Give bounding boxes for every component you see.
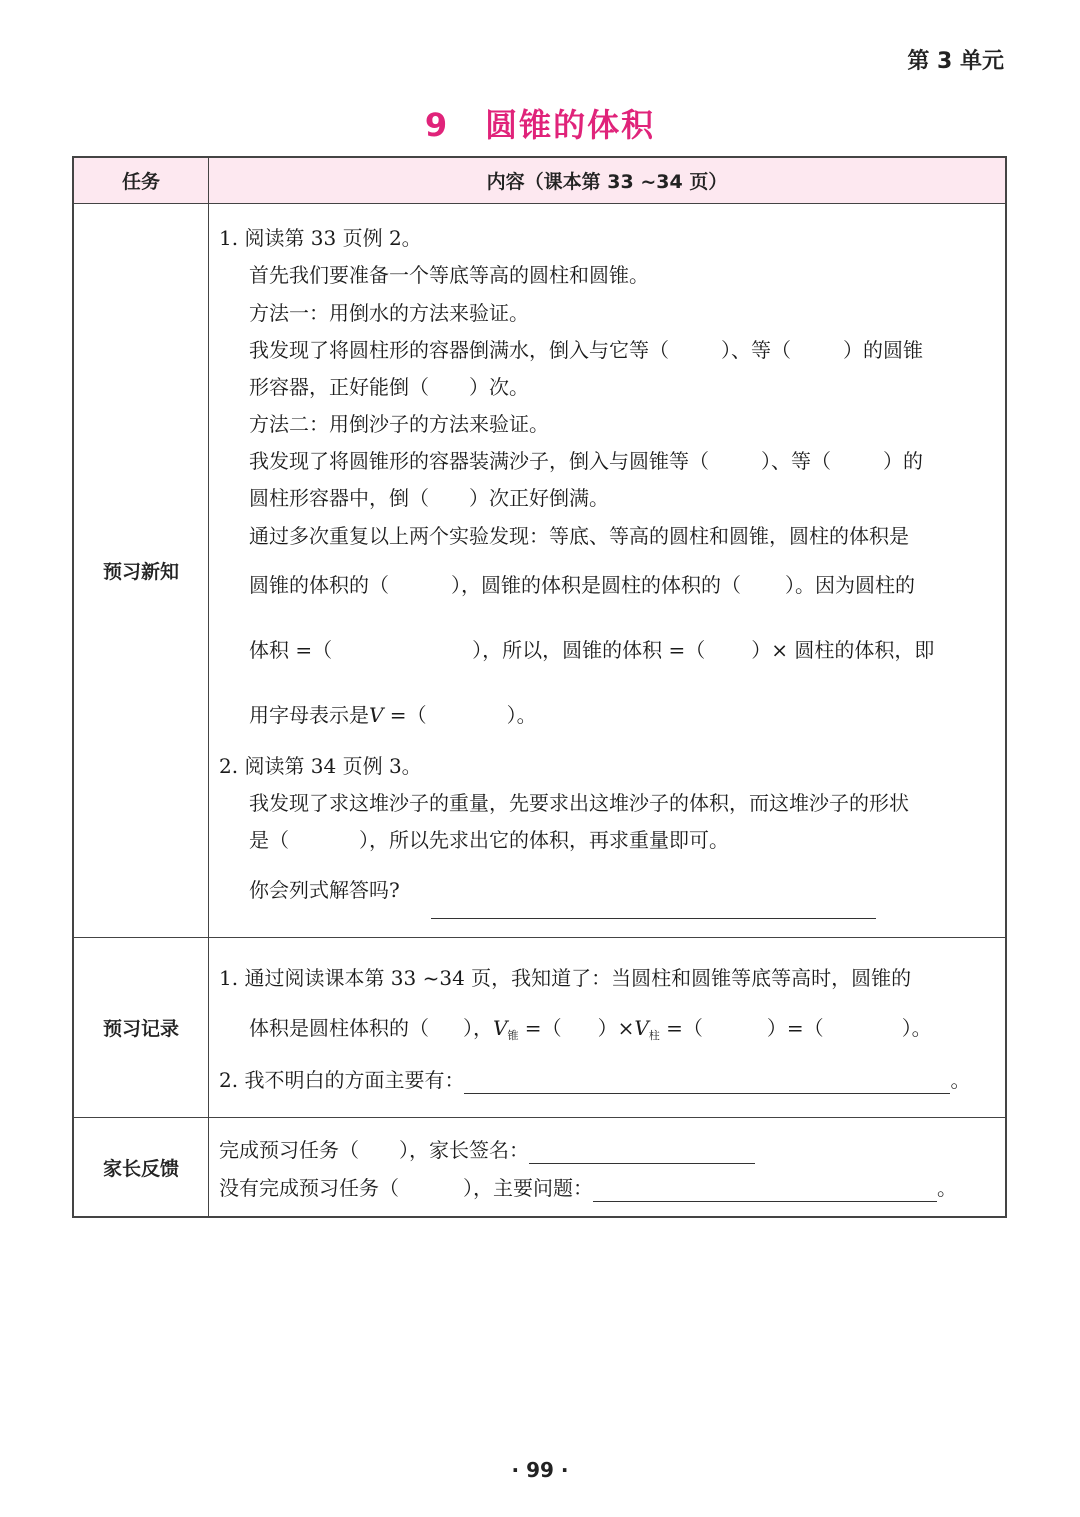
text-span: =（: [518, 1016, 562, 1040]
row-label-preview: 预习新知: [74, 204, 209, 937]
method-two-finding-cont: [249, 484, 609, 512]
record-content: [209, 938, 1005, 1117]
text-span: ），: [463, 1016, 493, 1040]
answer-line[interactable]: [431, 896, 876, 919]
row-label-record: 预习记录: [74, 938, 209, 1117]
item-1-heading: 1. 阅读第 33 页例 2。: [219, 226, 422, 250]
feedback-not-completed: [219, 1174, 957, 1202]
preview-content: [209, 204, 1005, 937]
method-one-finding: [249, 336, 923, 364]
text-span: 用字母表示是: [249, 703, 369, 727]
unit-label: 第 3 单元: [907, 49, 1004, 74]
item-2-heading: 2. 阅读第 34 页例 3。: [219, 754, 422, 778]
parent-signature-line[interactable]: [529, 1141, 755, 1164]
example-3-text: 我发现了求这堆沙子的重量，先要求出这堆沙子的体积，而这堆沙子的形状: [249, 791, 909, 815]
subscript-cylinder: 柱: [648, 1029, 660, 1042]
text-span: 圆柱形容器中，倒（: [249, 486, 429, 510]
table-row-feedback: [74, 1118, 1005, 1217]
lesson-title: 圆锥的体积: [485, 106, 656, 144]
text-span: 是（: [249, 828, 289, 852]
text-span: 体积是圆柱体积的（: [249, 1016, 429, 1040]
formula-line: [249, 701, 537, 729]
table-row-record: [74, 938, 1005, 1118]
table-header-row: [74, 158, 1005, 204]
text-span: ）、等（: [721, 338, 791, 362]
text-span: ），主要问题：: [463, 1176, 593, 1200]
text-span: ），所以先求出它的体积，再求重量即可。: [359, 828, 729, 852]
method-two-finding: [249, 447, 923, 475]
method-two: 方法二：用倒沙子的方法来验证。: [249, 412, 549, 436]
header-content: 内容（课本第 33 ~34 页）: [486, 171, 728, 193]
text-span: 没有完成预习任务（: [219, 1176, 399, 1200]
text-span: ）。: [506, 703, 537, 727]
volume-symbol: V: [493, 1016, 508, 1040]
record-formula: [249, 1014, 932, 1050]
volume-symbol: V: [369, 703, 384, 727]
text-span: ）× 圆柱的体积，即: [751, 638, 935, 662]
subscript-cone: 锥: [507, 1029, 519, 1042]
method-one-finding-cont: [249, 373, 529, 401]
text-span: ）=（: [766, 1016, 824, 1040]
text-span: 。: [937, 1176, 957, 1200]
text-span: ），所以，圆锥的体积 =（: [472, 638, 706, 662]
text-span: ），家长签名：: [399, 1138, 529, 1162]
text-span: ）×: [597, 1016, 635, 1040]
text-span: ）的: [883, 449, 923, 473]
text-span: 圆锥的体积的（: [249, 573, 389, 597]
text-span: ）。因为圆柱的: [785, 573, 915, 597]
text-span: =（: [383, 703, 427, 727]
feedback-completed: [219, 1136, 755, 1164]
answer-line[interactable]: [464, 1071, 950, 1094]
preview-worksheet-table: [72, 156, 1007, 1218]
problem-line[interactable]: [593, 1179, 937, 1202]
header-task: 任务: [74, 158, 209, 203]
table-row-preview: [74, 204, 1005, 938]
example-3-question: 你会列式解答吗?: [249, 878, 400, 902]
preview-text: 首先我们要准备一个等底等高的圆柱和圆锥。: [249, 263, 649, 287]
text-span: 完成预习任务（: [219, 1138, 359, 1162]
text-span: ）、等（: [761, 449, 831, 473]
text-span: 我发现了将圆锥形的容器装满沙子，倒入与圆锥等（: [249, 449, 709, 473]
record-item-2: [219, 1066, 970, 1094]
text-span: =（: [659, 1016, 703, 1040]
text-span: ）次正好倒满。: [469, 486, 609, 510]
conclusion-text: 通过多次重复以上两个实验发现：等底、等高的圆柱和圆锥，圆柱的体积是: [249, 524, 909, 548]
conclusion-text-3: [249, 636, 934, 664]
conclusion-text-2: [249, 571, 915, 599]
page-title: [0, 100, 1080, 146]
page-number: · 99 ·: [511, 1458, 569, 1482]
feedback-content: [209, 1118, 1005, 1217]
text-span: 我发现了将圆柱形的容器倒满水，倒入与它等（: [249, 338, 669, 362]
text-span: ）。: [901, 1016, 932, 1040]
method-one: 方法一：用倒水的方法来验证。: [249, 301, 529, 325]
text-span: 形容器，正好能倒（: [249, 375, 429, 399]
volume-symbol: V: [634, 1016, 649, 1040]
record-item-1: 1. 通过阅读课本第 33 ~34 页，我知道了：当圆柱和圆锥等底等高时，圆锥的: [219, 966, 912, 990]
text-span: 体积 =（: [249, 638, 333, 662]
text-span: ），圆锥的体积是圆柱的体积的（: [451, 573, 741, 597]
text-span: ）的圆锥: [843, 338, 923, 362]
text-span: 。: [950, 1068, 971, 1092]
lesson-number: 9: [424, 106, 450, 144]
example-3-text-2: [249, 826, 729, 854]
text-span: ）次。: [469, 375, 529, 399]
row-label-feedback: 家长反馈: [74, 1118, 209, 1217]
text-span: 2. 我不明白的方面主要有：: [219, 1068, 465, 1092]
